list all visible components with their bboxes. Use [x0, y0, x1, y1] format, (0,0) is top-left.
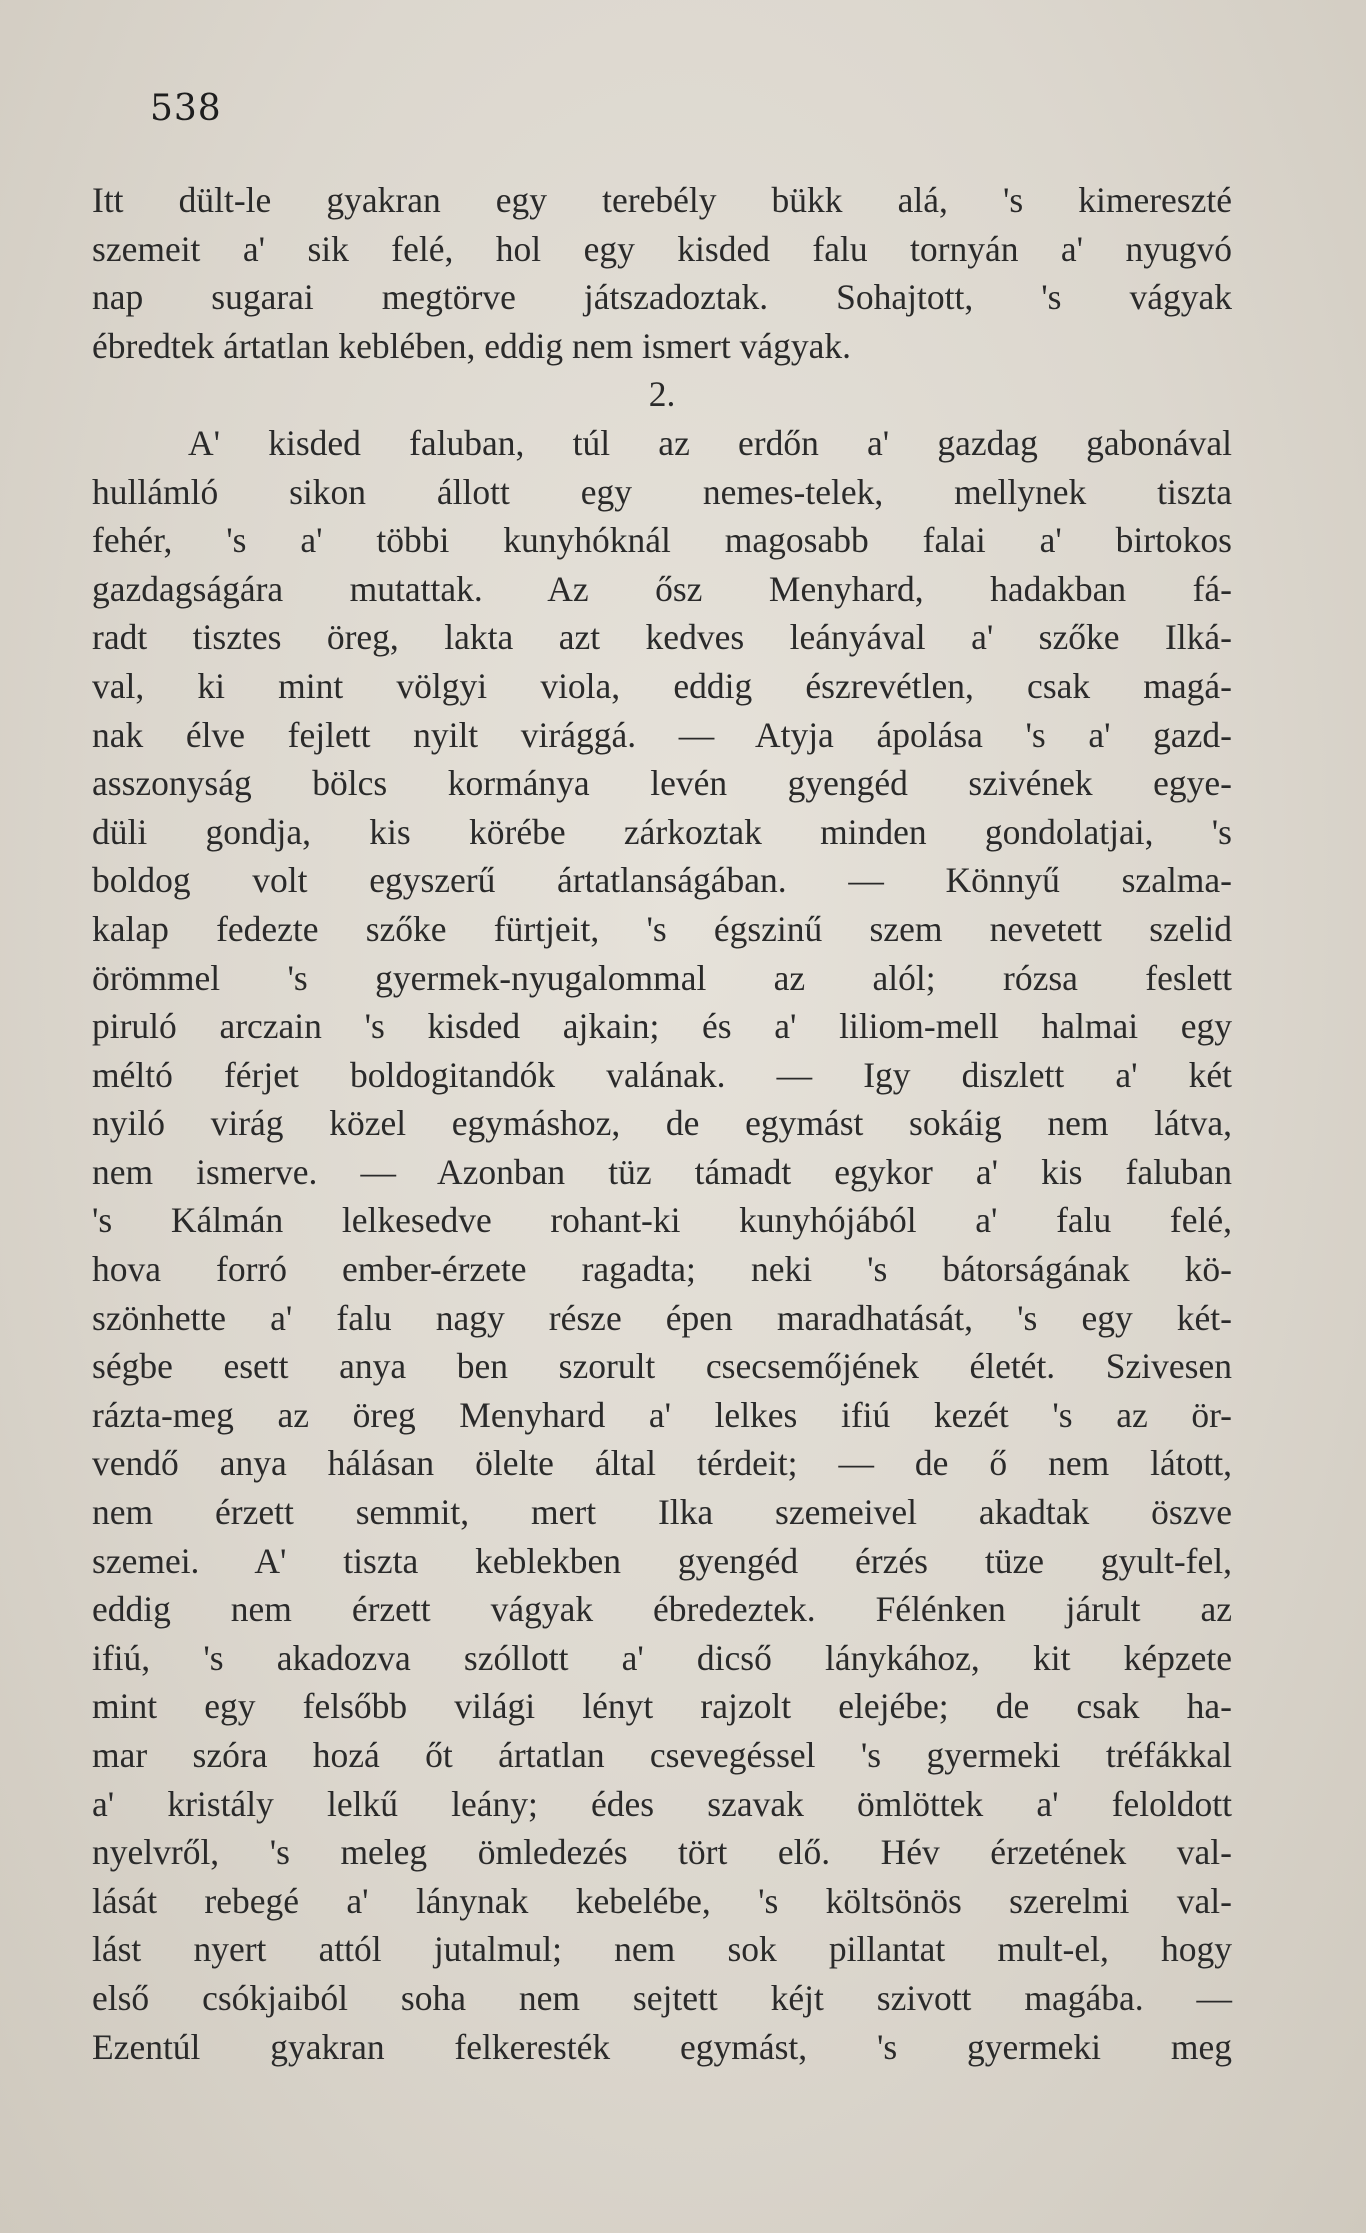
text-line: kalap fedezte szőke fürtjeit, 's égszinű szem nevetett szelid: [92, 908, 1232, 949]
text-line: ifiú, 's akadozva szóllott a' dicső lánykához, kit képzete: [92, 1637, 1232, 1678]
text-line: nem ismerve. — Azonban tüz támadt egykor a' kis faluban: [92, 1151, 1232, 1192]
text-line: mar szóra hozá őt ártatlan csevegéssel 's gyermeki tréfákkal: [92, 1735, 1232, 1775]
text-line: A' kisded faluban, túl az erdőn a' gazdag gabonával: [188, 422, 1232, 463]
section-number: 2.: [648, 374, 676, 415]
text-line: nap sugarai megtörve játszadoztak. Sohajtott, 's vágyak: [92, 277, 1232, 318]
text-line: méltó férjet boldogitandók valának. — Igy diszlett a' két: [92, 1054, 1232, 1095]
text-line: nyiló virág közel egymáshoz, de egymást sokáig nem látva,: [92, 1103, 1232, 1144]
text-line: hullámló sikon állott egy nemes-telek, mellynek tiszta: [92, 471, 1232, 512]
text-line: val, ki mint völgyi viola, eddig észrevétlen, csak magá-: [92, 665, 1232, 706]
text-line: 's Kálmán lelkesedve rohant-ki kunyhójából a' falu felé,: [92, 1200, 1232, 1241]
text-line: nem érzett semmit, mert Ilka szemeivel akadtak öszve: [92, 1492, 1232, 1533]
text-line: piruló arczain 's kisded ajkain; és a' liliom-mell halmai egy: [92, 1006, 1232, 1047]
text-line: szemeit a' sik felé, hol egy kisded falu tornyán a' nyugvó: [92, 228, 1232, 269]
text-line: hova forró ember-érzete ragadta; neki 's bátorságának kö-: [92, 1249, 1232, 1290]
text-line: nak élve fejlett nyilt virággá. — Atyja ápolása 's a' gazd-: [92, 714, 1232, 755]
text-line: asszonyság bölcs kormánya levén gyengéd szivének egye-: [92, 763, 1232, 804]
text-line: lást nyert attól jutalmul; nem sok pillantat mult-el, hogy: [92, 1929, 1232, 1970]
text-line: örömmel 's gyermek-nyugalommal az alól; rózsa feslett: [92, 957, 1232, 998]
text-line: fehér, 's a' többi kunyhóknál magosabb falai a' birtokos: [92, 520, 1232, 561]
text-line: ébredtek ártatlan keblében, eddig nem ismert vágyak.: [92, 325, 852, 366]
text-line: első csókjaiból soha nem sejtett kéjt szivott magába. —: [92, 1977, 1232, 2018]
text-line: szemei. A' tiszta keblekben gyengéd érzés tüze gyult-fel,: [92, 1540, 1232, 1581]
text-line: nyelvről, 's meleg ömledezés tört elő. Hév érzetének val-: [92, 1832, 1232, 1873]
text-line: rázta-meg az öreg Menyhard a' lelkes ifiú kezét 's az ör-: [92, 1394, 1232, 1435]
text-line: Ezentúl gyakran felkeresték egymást, 's gyermeki meg: [92, 2026, 1232, 2067]
text-line: radt tisztes öreg, lakta azt kedves leányával a' szőke Ilká-: [92, 617, 1232, 658]
text-line: mint egy felsőbb világi lényt rajzolt elejébe; de csak ha-: [92, 1686, 1232, 1727]
text-line: gazdagságára mutattak. Az ősz Menyhard, hadakban fá-: [92, 568, 1232, 609]
text-line: a' kristály lelkű leány; édes szavak ömlöttek a' feloldott: [92, 1783, 1232, 1824]
text-line: düli gondja, kis körébe zárkoztak minden gondolatjai, 's: [92, 811, 1232, 852]
page-number: 538: [150, 88, 222, 129]
text-line: eddig nem érzett vágyak ébredeztek. Félénken járult az: [92, 1589, 1232, 1630]
text-line: Itt dült-le gyakran egy terebély bükk alá, 's kimereszté: [92, 180, 1232, 220]
text-line: szönhette a' falu nagy része épen maradhatását, 's egy két-: [92, 1297, 1232, 1338]
body-text: [92, 176, 1232, 2071]
text-line: ségbe esett anya ben szorult csecsemőjének életét. Szivesen: [92, 1346, 1232, 1387]
text-line: lását rebegé a' lánynak kebelébe, 's költsönös szerelmi val-: [92, 1880, 1232, 1921]
text-line: vendő anya hálásan ölelte által térdeit; — de ő nem látott,: [92, 1443, 1232, 1484]
text-line: boldog volt egyszerű ártatlanságában. — Könnyű szalma-: [92, 860, 1232, 901]
